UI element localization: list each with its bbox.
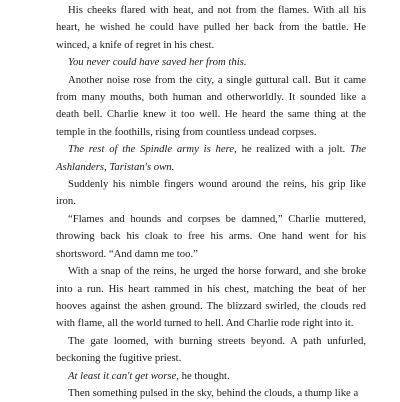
paragraph-5-text: Suddenly his nimble fingers wound around the reins, his grip like iron.: [56, 178, 366, 208]
paragraph-9-italic: At least it can't get worse,: [68, 369, 179, 382]
paragraph-4-text: he realized with a jolt.: [236, 143, 350, 156]
paragraph-1: [56, 2, 366, 54]
paragraph-4: [56, 141, 366, 176]
paragraph-1-text: His cheeks flared with heat, and not from the flames. With all his heart, he wished he could have pulled her back from the battle. He winced, a knife of regret in his chest.: [56, 4, 366, 51]
paragraph-2: [56, 54, 366, 71]
paragraph-4-italic-2: The Ashlanders, Taristan's own.: [56, 143, 367, 173]
paragraph-10: [56, 385, 366, 402]
paragraph-3: [56, 72, 366, 142]
paragraph-9-text: he thought.: [178, 369, 230, 382]
paragraph-6: [56, 211, 366, 263]
paragraph-5: [56, 176, 366, 211]
paragraph-9: [56, 368, 366, 385]
paragraph-6-text: “Flames and hounds and corpses be damned,” Charlie muttered, throwing back his cloak to free his arms. One hand went for his shortsword. “And damn me too.”: [56, 212, 366, 260]
paragraph-3-text: Another noise rose from the city, a single guttural call. But it came from many mouths, both human and otherworldly. It sounded like a death bell. Charlie knew it too well. He heard the same thing at the temple in the foothills, rising from countless undead corpses.: [56, 73, 366, 138]
paragraph-8-text: The gate loomed, with burning streets beyond. A path unfurled, beckoning the fugitive priest.: [56, 334, 366, 365]
paragraph-10-text: Then something pulsed in the sky, behind the clouds, a thump like a: [68, 386, 359, 399]
paragraph-7-text: With a snap of the reins, he urged the horse forward, and she broke into a run. His heart rammed in his chest, matching the beat of her hooves against the ashen ground. The blizzard swirled, the clouds red with flame, all the world turned to hell. And Charlie rode right into it.: [56, 265, 366, 330]
paragraph-2-text: You never could have saved her from this.: [68, 56, 247, 69]
paragraph-7: [56, 263, 366, 333]
paragraph-8: [56, 333, 366, 368]
paragraph-4-italic-1: The rest of the Spindle army is here,: [68, 143, 237, 156]
